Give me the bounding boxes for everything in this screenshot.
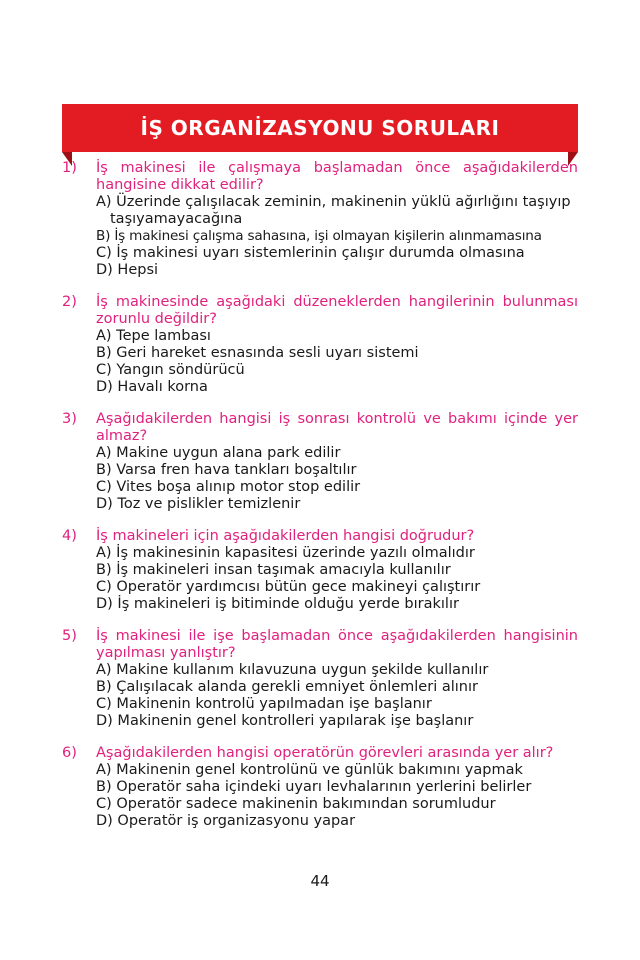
option-list — [96, 762, 578, 830]
title-banner — [62, 104, 578, 166]
option-b: B) Varsa fren hava tankları boşaltılır — [96, 462, 357, 478]
option-a: A) Makine uygun alana park edilir — [96, 445, 341, 461]
option-d: D) Havalı korna — [96, 379, 208, 395]
option-a: A) Tepe lambası — [96, 328, 211, 344]
question-header — [62, 160, 578, 194]
question-4 — [62, 528, 578, 613]
question-number: 5) — [62, 628, 77, 644]
question-number: 2) — [62, 294, 77, 310]
option-list — [96, 445, 578, 513]
question-3 — [62, 411, 578, 513]
question-text: Aşağıdakilerden hangisi operatörün görevleri arasında yer alır? — [96, 745, 554, 761]
question-header — [62, 294, 578, 328]
option-b: B) İş makineleri insan taşımak amacıyla kullanılır — [96, 562, 451, 578]
option-d: D) Makinenin genel kontrolleri yapılarak işe başlanır — [96, 713, 474, 729]
option-c: C) Makinenin kontrolü yapılmadan işe başlanır — [96, 696, 432, 712]
question-header — [62, 628, 578, 662]
option-d: D) İş makineleri iş bitiminde olduğu yerde bırakılır — [96, 596, 459, 612]
option-c: C) Yangın söndürücü — [96, 362, 245, 378]
option-c: C) İş makinesi uyarı sistemlerinin çalışır durumda olmasına — [96, 245, 525, 261]
option-list — [96, 545, 578, 613]
question-number: 3) — [62, 411, 77, 427]
question-text: İş makineleri için aşağıdakilerden hangisi doğrudur? — [96, 528, 475, 544]
question-2 — [62, 294, 578, 396]
question-header — [62, 411, 578, 445]
option-list — [96, 194, 578, 279]
question-number: 1) — [62, 160, 77, 176]
question-header — [62, 745, 578, 762]
question-1 — [62, 160, 578, 279]
question-header — [62, 528, 578, 545]
option-d: D) Hepsi — [96, 262, 159, 278]
page-title: İŞ ORGANİZASYONU SORULARI — [140, 116, 500, 140]
option-c: C) Operatör sadece makinenin bakımından sorumludur — [96, 796, 496, 812]
title-ribbon — [62, 104, 578, 152]
question-text: İş makinesi ile işe başlamadan önce aşağıdakilerden hangisinin yapılması yanlıştır? — [96, 628, 578, 661]
question-list — [62, 160, 578, 845]
option-c: C) Operatör yardımcısı bütün gece makineyi çalıştırır — [96, 579, 481, 595]
page-number: 44 — [310, 872, 330, 890]
question-6 — [62, 745, 578, 830]
option-d: D) Toz ve pislikler temizlenir — [96, 496, 301, 512]
question-text: İş makinesinde aşağıdaki düzeneklerden hangilerinin bulunması zorunlu değildir? — [96, 294, 578, 327]
option-c: C) Vites boşa alınıp motor stop edilir — [96, 479, 361, 495]
option-b: B) Geri hareket esnasında sesli uyarı sistemi — [96, 345, 419, 361]
option-a: A) Üzerinde çalışılacak zeminin, makinenin yüklü ağırlığını taşıyıp taşıyamayacağına — [96, 194, 571, 227]
option-a: A) Makinenin genel kontrolünü ve günlük bakımını yapmak — [96, 762, 523, 778]
option-a: A) İş makinesinin kapasitesi üzerinde yazılı olmalıdır — [96, 545, 475, 561]
option-b: B) Çalışılacak alanda gerekli emniyet önlemleri alınır — [96, 679, 478, 695]
question-text: İş makinesi ile çalışmaya başlamadan önce aşağıdakilerden hangisine dikkat edilir? — [96, 160, 578, 193]
option-b: B) İş makinesi çalışma sahasına, işi olmayan kişilerin alınmamasına — [96, 228, 542, 244]
question-number: 6) — [62, 745, 77, 761]
question-5 — [62, 628, 578, 730]
option-a: A) Makine kullanım kılavuzuna uygun şekilde kullanılır — [96, 662, 489, 678]
option-list — [96, 662, 578, 730]
option-b: B) Operatör saha içindeki uyarı levhalarının yerlerini belirler — [96, 779, 532, 795]
option-list — [96, 328, 578, 396]
question-number: 4) — [62, 528, 77, 544]
option-d: D) Operatör iş organizasyonu yapar — [96, 813, 356, 829]
question-text: Aşağıdakilerden hangisi iş sonrası kontrolü ve bakımı içinde yer almaz? — [96, 411, 578, 444]
